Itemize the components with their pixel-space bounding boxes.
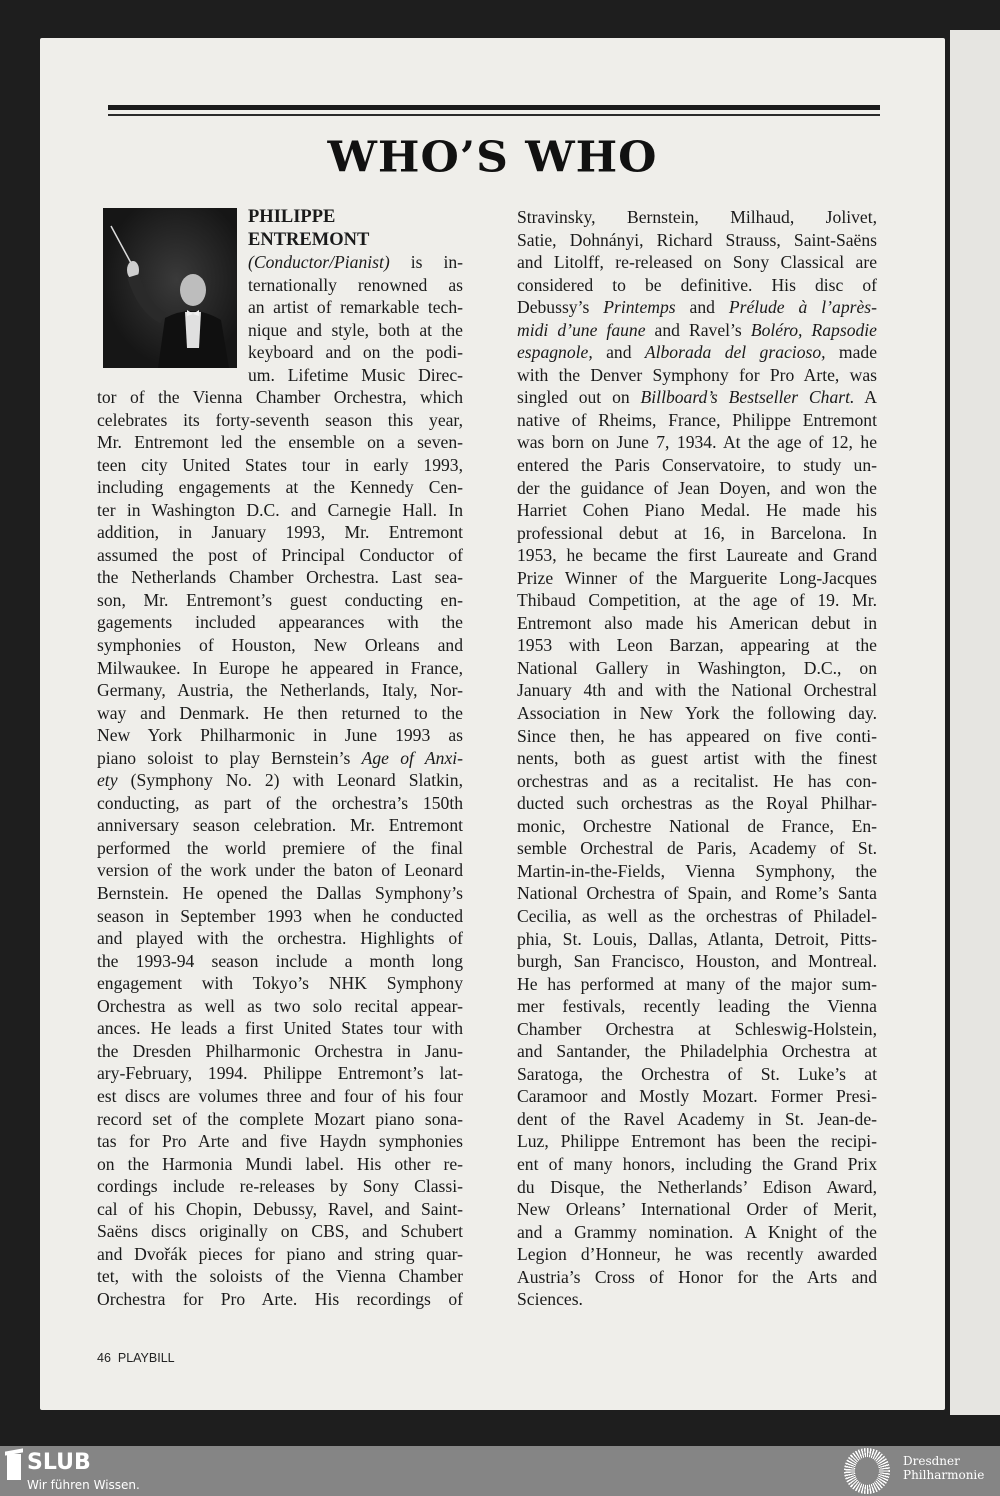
text-line: ances. He leads a first United States tour with <box>97 1018 463 1039</box>
text-line: tet, with the soloists of the Vienna Chamber <box>97 1266 463 1287</box>
text-line: and Santander, the Philadelphia Orchestra at <box>517 1041 877 1062</box>
text-line: entered the Paris Conservatoire, to study un- <box>517 455 877 476</box>
text-line: ter in Washington D.C. and Carnegie Hall. In <box>97 499 463 520</box>
text-line: Legion d’Honneur, he was recently awarded <box>517 1244 877 1265</box>
text-line: Austria’s Cross of Honor for the Arts and <box>517 1266 877 1287</box>
text-line: Stravinsky, Bernstein, Milhaud, Jolivet, <box>517 207 877 227</box>
library-name[interactable]: SLUB <box>27 1450 91 1475</box>
text-line: Debussy’s Printemps and Prélude à l’après- <box>517 297 877 318</box>
text-line: est discs are volumes three and four of his four <box>97 1085 463 1106</box>
article-intro <box>248 206 463 386</box>
text-line: Milwaukee. In Europe he appeared in France, <box>97 657 463 678</box>
text-line: and Dvořák pieces for piano and string quar- <box>97 1243 463 1264</box>
text-line: Chamber Orchestra at Schleswig-Holstein, <box>517 1018 877 1039</box>
italic-title: ety <box>97 770 118 791</box>
text-line: National Gallery in Washington, D.C., on <box>517 657 877 678</box>
text-line: nique and style, both at the <box>248 319 463 340</box>
text-line: ternationally renowned as <box>248 274 463 295</box>
text-line: version of the work under the baton of Leonard <box>97 860 463 881</box>
text-line: 1953, he became the first Laureate and Grand <box>517 545 877 566</box>
page-number: 46 <box>97 1351 111 1365</box>
text-line: the Dresden Philharmonic Orchestra in Janu- <box>97 1040 463 1061</box>
text-line: midi d’une faune and Ravel’s Boléro, Rapsodie <box>517 319 877 340</box>
text-line: ducted such orchestras as the Royal Philhar- <box>517 793 877 814</box>
text-line: singled out on Billboard’s Bestseller Chart. A <box>517 387 878 408</box>
text-line: the Netherlands Chamber Orchestra. Last sea- <box>97 567 463 588</box>
text-line: keyboard and on the podi- <box>248 342 463 363</box>
italic-title: Alborada del gracioso, <box>644 342 826 363</box>
text-line: way and Denmark. He then returned to the <box>97 702 463 723</box>
publication-name: PLAYBILL <box>117 1351 175 1365</box>
text-line: New Orleans’ International Order of Merit, <box>517 1199 877 1220</box>
text-line: ENTREMONT <box>248 229 370 250</box>
text-line: celebrates its forty-seventh season this year, <box>97 409 463 430</box>
partner-line-1: Dresdner <box>903 1454 960 1468</box>
text-line: Bernstein. He opened the Dallas Symphony’s <box>97 883 463 904</box>
text-line: Sciences. <box>517 1289 583 1310</box>
italic-title: espagnole, <box>517 342 593 363</box>
italic-title: Billboard’s Bestseller Chart. <box>640 387 855 408</box>
text-line: son, Mr. Entremont’s guest conducting en- <box>97 589 463 610</box>
text-line: Cecilia, as well as the orchestras of Philadel- <box>517 905 877 926</box>
text-line: cal of his Chopin, Debussy, Ravel, and Saint- <box>97 1198 463 1219</box>
text-line: assumed the post of Principal Conductor of <box>97 544 463 565</box>
text-line: du Disque, the Netherlands’ Edison Award, <box>517 1176 877 1197</box>
italic-title: midi d’une faune <box>517 319 646 340</box>
text-line: considered to be definitive. His disc of <box>517 274 877 295</box>
text-line: Entremont also made his American debut in <box>517 612 877 633</box>
text-line: orchestras and as a recitalist. He has con- <box>517 770 877 791</box>
text-line: mer festivals, recently leading the Vienna <box>517 996 877 1017</box>
text-line: engagement with Tokyo’s NHK Symphony <box>97 973 463 994</box>
text-line: 1953 with Leon Barzan, appearing at the <box>517 635 877 656</box>
text-line: record set of the complete Mozart piano sona- <box>97 1108 463 1129</box>
text-line: der the guidance of Jean Doyen, and won the <box>517 477 877 498</box>
italic-title: Printemps <box>603 297 676 318</box>
text-line: monic, Orchestre National de France, En- <box>517 815 877 836</box>
text-line: conducting, as part of the orchestra’s 150th <box>97 792 463 813</box>
conductor-photo <box>103 208 237 368</box>
italic-title: Prélude à l’après- <box>728 297 877 318</box>
text-line: Thibaud Competition, at the age of 19. Mr. <box>517 590 877 611</box>
text-line: native of Rheims, France, Philippe Entremont <box>517 409 877 430</box>
text-line: Harriet Cohen Piano Medal. He made his <box>517 500 877 521</box>
header-rule-thick <box>108 105 880 110</box>
text-line: symphonies of Houston, New Orleans and <box>97 635 463 656</box>
text-line: semble Orchestral de Paris, Academy of St. <box>517 838 877 859</box>
text-line: and Litolff, re-released on Sony Classical are <box>517 252 877 273</box>
adjacent-page-edge <box>950 30 1000 1415</box>
text-line: performed the world premiere of the final <box>97 837 463 858</box>
text-line: Luz, Philippe Entremont has been the recipi- <box>517 1131 877 1152</box>
article-right-column <box>517 206 877 1311</box>
text-line: Germany, Austria, the Netherlands, Italy, Nor- <box>97 680 463 701</box>
text-line: nents, both as guest artist with the finest <box>517 748 877 769</box>
archive-bar <box>0 1446 1000 1496</box>
text-line: January 4th and with the National Orchestral <box>517 680 877 701</box>
text-line: He has performed at many of the major sum- <box>517 973 877 994</box>
partner-name[interactable] <box>903 1454 984 1482</box>
text-line: burgh, San Francisco, Houston, and Montreal. <box>517 951 877 972</box>
text-line: Prize Winner of the Marguerite Long-Jacques <box>517 567 877 588</box>
italic-title: (Conductor/Pianist) <box>248 252 390 273</box>
text-line: National Orchestra of Spain, and Rome’s Santa <box>517 883 877 904</box>
text-line: dent of the Ravel Academy in St. Jean-de- <box>517 1108 877 1129</box>
text-line: and played with the orchestra. Highlights of <box>97 928 463 949</box>
text-line: piano soloist to play Bernstein’s Age of Anxi- <box>97 747 463 768</box>
partner-line-2: Philharmonie <box>903 1468 985 1482</box>
text-line: professional debut at 16, in Barcelona. In <box>517 522 877 543</box>
text-line: Since then, he has appeared on five conti- <box>517 725 877 746</box>
text-line: on the Harmonia Mundi label. His other re- <box>97 1153 463 1174</box>
text-line: teen city United States tour in early 1993, <box>97 454 463 475</box>
text-line: Martin-in-the-Fields, Vienna Symphony, the <box>517 860 877 881</box>
text-line: Saëns discs originally on CBS, and Schubert <box>97 1221 463 1242</box>
page-title: WHO’S WHO <box>327 133 658 182</box>
text-line: addition, in January 1993, Mr. Entremont <box>97 522 463 543</box>
text-line: was born on June 7, 1934. At the age of 12, he <box>517 432 877 453</box>
text-line: tas for Pro Arte and five Haydn symphonies <box>97 1131 463 1152</box>
text-line: ary-February, 1994. Philippe Entremont’s lat- <box>97 1063 463 1084</box>
page-footer <box>97 1351 175 1365</box>
text-line: including engagements at the Kennedy Cen- <box>97 477 463 498</box>
text-line: Orchestra as well as two solo recital appear- <box>97 995 463 1016</box>
text-line: the 1993-94 season include a month long <box>97 950 463 971</box>
text-line: PHILIPPE <box>248 207 336 227</box>
text-line: (Conductor/Pianist) is in- <box>248 252 463 273</box>
italic-title: Age of Anxi- <box>361 747 463 768</box>
text-line: ety (Symphony No. 2) with Leonard Slatkin, <box>97 770 463 791</box>
text-line: Satie, Dohnányi, Richard Strauss, Saint-Saëns <box>517 229 877 250</box>
text-line: New York Philharmonic in June 1993 as <box>97 725 463 746</box>
text-line: season in September 1993 when he conducted <box>97 905 463 926</box>
slub-logo-icon <box>7 1454 21 1480</box>
text-line: an artist of remarkable tech- <box>248 297 463 318</box>
text-line: gagements included appearances with the <box>97 612 463 633</box>
text-line: cordings include re-releases by Sony Classi- <box>97 1176 463 1197</box>
text-line: anniversary season celebration. Mr. Entremont <box>97 815 463 836</box>
text-line: espagnole, and Alborada del gracioso, made <box>517 342 878 363</box>
text-line: Saratoga, the Orchestra of St. Luke’s at <box>517 1063 877 1084</box>
text-line: and a Grammy nomination. A Knight of the <box>517 1221 877 1242</box>
header-rule-thin <box>108 114 880 116</box>
text-line: um. Lifetime Music Direc- <box>248 364 463 385</box>
text-line: phia, St. Louis, Dallas, Atlanta, Detroit, Pitts- <box>517 928 877 949</box>
text-line: tor of the Vienna Chamber Orchestra, which <box>97 387 463 407</box>
text-line: Orchestra for Pro Arte. His recordings of <box>97 1288 463 1309</box>
text-line: with the Denver Symphony for Pro Arte, was <box>517 364 877 385</box>
text-line: Association in New York the following day. <box>517 703 877 724</box>
library-tagline: Wir führen Wissen. <box>27 1478 140 1492</box>
text-line: Mr. Entremont led the ensemble on a seven- <box>97 432 463 453</box>
article-left-column <box>97 386 463 1310</box>
text-line: ent of many honors, including the Grand Prix <box>517 1153 877 1174</box>
philharmonie-logo-icon <box>844 1448 890 1494</box>
italic-title: Boléro, Rapsodie <box>750 319 877 340</box>
text-line: Caramoor and Mostly Mozart. Former Presi- <box>517 1086 877 1107</box>
